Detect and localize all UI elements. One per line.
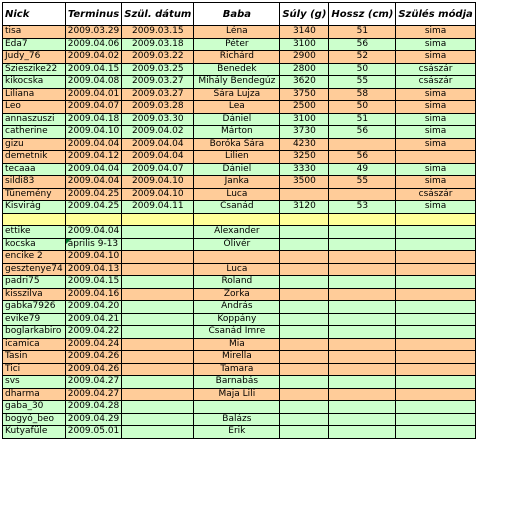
terminus-cell[interactable]: 2009.04.04 <box>65 176 122 189</box>
baby-cell[interactable]: Dániel <box>194 113 280 126</box>
table-row <box>3 126 476 139</box>
weight-cell[interactable]: 3620 <box>280 76 329 89</box>
birth-date-cell[interactable] <box>122 426 194 439</box>
terminus-cell[interactable]: 2009.04.08 <box>65 76 122 89</box>
birth-date-cell[interactable]: 2009.03.25 <box>122 63 194 76</box>
weight-cell[interactable] <box>280 388 329 401</box>
terminus-cell[interactable]: 2009.04.02 <box>65 51 122 64</box>
table-row <box>3 138 476 151</box>
birth-type-cell[interactable] <box>396 313 475 326</box>
length-cell[interactable] <box>329 288 396 301</box>
length-cell[interactable] <box>329 263 396 276</box>
weight-cell[interactable] <box>280 401 329 414</box>
birth-type-cell[interactable]: sima <box>396 26 475 39</box>
length-cell[interactable] <box>329 213 396 226</box>
terminus-cell[interactable]: 2009.04.06 <box>65 38 122 51</box>
terminus-cell[interactable]: 2009.04.24 <box>65 338 122 351</box>
baby-cell[interactable]: Mia <box>194 338 280 351</box>
nick-cell[interactable]: svs <box>3 376 66 389</box>
table-row <box>3 151 476 164</box>
nick-cell[interactable]: Judy_76 <box>3 51 66 64</box>
birth-date-cell[interactable]: 2009.03.22 <box>122 51 194 64</box>
table-row <box>3 226 476 239</box>
weight-cell[interactable]: 2800 <box>280 63 329 76</box>
table-row <box>3 201 476 214</box>
table-row <box>3 388 476 401</box>
birth-date-cell[interactable] <box>122 338 194 351</box>
header-weight[interactable]: Súly (g) <box>280 3 329 26</box>
weight-cell[interactable] <box>280 313 329 326</box>
table-row <box>3 301 476 314</box>
baby-cell[interactable]: Benedek <box>194 63 280 76</box>
birth-type-cell[interactable]: császár <box>396 188 475 201</box>
length-cell[interactable] <box>329 363 396 376</box>
nick-cell[interactable]: Eda7 <box>3 38 66 51</box>
baby-cell[interactable]: Roland <box>194 276 280 289</box>
cell-text: április 9-13 <box>67 238 119 249</box>
birth-type-cell[interactable]: császár <box>396 76 475 89</box>
weight-cell[interactable] <box>280 338 329 351</box>
birth-type-cell[interactable]: sima <box>396 113 475 126</box>
terminus-cell[interactable]: 2009.03.29 <box>65 26 122 39</box>
birth-type-cell[interactable] <box>396 276 475 289</box>
nick-cell[interactable]: evike79 <box>3 313 66 326</box>
baby-cell[interactable]: Csanád <box>194 201 280 214</box>
nick-cell[interactable]: gabka7926 <box>3 301 66 314</box>
weight-cell[interactable] <box>280 326 329 339</box>
nick-cell[interactable]: dharma <box>3 388 66 401</box>
table-row <box>3 188 476 201</box>
weight-cell[interactable]: 3330 <box>280 163 329 176</box>
birth-date-cell[interactable]: 2009.03.18 <box>122 38 194 51</box>
birth-date-cell[interactable]: 2009.04.02 <box>122 126 194 139</box>
baby-cell[interactable]: Csanád Imre <box>194 326 280 339</box>
terminus-cell[interactable]: 2009.04.20 <box>65 301 122 314</box>
baby-cell[interactable]: Luca <box>194 188 280 201</box>
baby-cell[interactable]: Alexander <box>194 226 280 239</box>
length-cell[interactable]: 56 <box>329 126 396 139</box>
terminus-cell[interactable]: 2009.04.18 <box>65 113 122 126</box>
header-birth-type[interactable]: Szülés módja <box>396 3 475 26</box>
table-row <box>3 351 476 364</box>
birth-type-cell[interactable]: sima <box>396 51 475 64</box>
nick-cell[interactable]: catherine <box>3 126 66 139</box>
baby-cell[interactable]: Janka <box>194 176 280 189</box>
birth-date-cell[interactable] <box>122 376 194 389</box>
nick-cell[interactable]: padri75 <box>3 276 66 289</box>
nick-cell[interactable]: Kutyafüle <box>3 426 66 439</box>
birth-type-cell[interactable] <box>396 351 475 364</box>
weight-cell[interactable]: 2500 <box>280 101 329 114</box>
length-cell[interactable]: 51 <box>329 26 396 39</box>
birth-date-cell[interactable] <box>122 288 194 301</box>
baby-cell[interactable]: Sára Lujza <box>194 88 280 101</box>
length-cell[interactable] <box>329 251 396 264</box>
birth-date-cell[interactable] <box>122 301 194 314</box>
nick-cell[interactable]: tecaaa <box>3 163 66 176</box>
length-cell[interactable] <box>329 338 396 351</box>
terminus-cell[interactable]: 2009.05.01 <box>65 426 122 439</box>
nick-cell[interactable]: Liliana <box>3 88 66 101</box>
table-row <box>3 238 476 251</box>
terminus-cell[interactable]: 2009.04.04 <box>65 226 122 239</box>
baby-cell[interactable]: Luca <box>194 263 280 276</box>
nick-cell[interactable]: gizu <box>3 138 66 151</box>
baby-cell[interactable]: Olivér <box>194 238 280 251</box>
birth-type-cell[interactable] <box>396 413 475 426</box>
nick-cell[interactable]: annaszuszi <box>3 113 66 126</box>
baby-cell[interactable]: Erik <box>194 426 280 439</box>
baby-cell[interactable]: Mihály Bendegúz <box>194 76 280 89</box>
terminus-cell[interactable]: 2009.04.07 <box>65 101 122 114</box>
terminus-cell[interactable]: 2009.04.01 <box>65 88 122 101</box>
weight-cell[interactable]: 3250 <box>280 151 329 164</box>
table-row <box>3 176 476 189</box>
terminus-cell[interactable]: 2009.04.25 <box>65 188 122 201</box>
birth-date-cell[interactable]: 2009.03.15 <box>122 26 194 39</box>
header-terminus[interactable]: Terminus <box>65 3 122 26</box>
birth-type-cell[interactable]: sima <box>396 88 475 101</box>
baby-cell[interactable]: Lilien <box>194 151 280 164</box>
table-row <box>3 376 476 389</box>
header-nick[interactable]: Nick <box>3 3 66 26</box>
terminus-cell[interactable]: 2009.04.12 <box>65 151 122 164</box>
birth-date-cell[interactable]: 2009.03.27 <box>122 76 194 89</box>
nick-cell[interactable]: kisszilva <box>3 288 66 301</box>
nick-cell[interactable]: kikocska <box>3 76 66 89</box>
terminus-cell[interactable]: 2009.04.04 <box>65 138 122 151</box>
length-cell[interactable] <box>329 313 396 326</box>
nick-cell[interactable]: gaba_30 <box>3 401 66 414</box>
baby-cell[interactable]: Dániel <box>194 163 280 176</box>
birth-type-cell[interactable] <box>396 238 475 251</box>
weight-cell[interactable] <box>280 238 329 251</box>
table-row <box>3 76 476 89</box>
terminus-cell[interactable]: 2009.04.25 <box>65 201 122 214</box>
table-row <box>3 251 476 264</box>
birth-date-cell[interactable] <box>122 401 194 414</box>
baby-cell[interactable]: Tamara <box>194 363 280 376</box>
length-cell[interactable] <box>329 376 396 389</box>
table-row <box>3 63 476 76</box>
terminus-cell[interactable]: 2009.04.04 <box>65 163 122 176</box>
nick-cell[interactable]: Szieszike22 <box>3 63 66 76</box>
table-row <box>3 26 476 39</box>
length-cell[interactable]: 56 <box>329 38 396 51</box>
length-cell[interactable]: 58 <box>329 88 396 101</box>
baby-cell[interactable]: Lea <box>194 101 280 114</box>
table-row <box>3 51 476 64</box>
length-cell[interactable]: 51 <box>329 113 396 126</box>
birth-date-cell[interactable]: 2009.04.07 <box>122 163 194 176</box>
length-cell[interactable]: 52 <box>329 51 396 64</box>
weight-cell[interactable] <box>280 213 329 226</box>
length-cell[interactable] <box>329 226 396 239</box>
terminus-cell[interactable]: 2009.04.28 <box>65 401 122 414</box>
birth-type-cell[interactable] <box>396 263 475 276</box>
weight-cell[interactable]: 3140 <box>280 26 329 39</box>
birth-date-cell[interactable]: 2009.03.27 <box>122 88 194 101</box>
length-cell[interactable] <box>329 388 396 401</box>
birth-type-cell[interactable] <box>396 376 475 389</box>
baby-cell[interactable]: Zorka <box>194 288 280 301</box>
birth-date-cell[interactable]: 2009.04.11 <box>122 201 194 214</box>
weight-cell[interactable] <box>280 376 329 389</box>
birth-type-cell[interactable] <box>396 426 475 439</box>
birth-date-cell[interactable]: 2009.04.04 <box>122 151 194 164</box>
length-cell[interactable] <box>329 426 396 439</box>
weight-cell[interactable]: 3750 <box>280 88 329 101</box>
weight-cell[interactable]: 3100 <box>280 38 329 51</box>
birth-type-cell[interactable]: sima <box>396 163 475 176</box>
weight-cell[interactable]: 4230 <box>280 138 329 151</box>
birth-date-cell[interactable]: 2009.04.10 <box>122 176 194 189</box>
terminus-cell[interactable]: 2009.04.10 <box>65 126 122 139</box>
birth-date-cell[interactable] <box>122 251 194 264</box>
baby-cell[interactable]: Koppány <box>194 313 280 326</box>
baby-cell[interactable]: András <box>194 301 280 314</box>
weight-cell[interactable] <box>280 226 329 239</box>
table-row <box>3 88 476 101</box>
birth-type-cell[interactable] <box>396 251 475 264</box>
birth-type-cell[interactable]: sima <box>396 201 475 214</box>
terminus-cell[interactable]: 2009.04.21 <box>65 313 122 326</box>
birth-type-cell[interactable] <box>396 226 475 239</box>
nick-cell[interactable]: ettike <box>3 226 66 239</box>
birth-type-cell[interactable]: sima <box>396 138 475 151</box>
nick-cell[interactable]: tisa <box>3 26 66 39</box>
baby-cell[interactable]: Mirella <box>194 351 280 364</box>
terminus-cell[interactable]: 2009.04.27 <box>65 376 122 389</box>
birth-date-cell[interactable] <box>122 313 194 326</box>
header-baby[interactable]: Baba <box>194 3 280 26</box>
weight-cell[interactable] <box>280 363 329 376</box>
birth-date-cell[interactable] <box>122 351 194 364</box>
nick-cell[interactable]: demetnik <box>3 151 66 164</box>
nick-cell[interactable]: Tünemény <box>3 188 66 201</box>
nick-cell[interactable]: Kisvirág <box>3 201 66 214</box>
spreadsheet-table <box>2 2 476 439</box>
weight-cell[interactable]: 3500 <box>280 176 329 189</box>
birth-date-cell[interactable] <box>122 226 194 239</box>
birth-date-cell[interactable]: 2009.03.30 <box>122 113 194 126</box>
terminus-cell[interactable]: 2009.04.10 <box>65 251 122 264</box>
table-row <box>3 413 476 426</box>
baby-cell[interactable]: Boróka Sára <box>194 138 280 151</box>
weight-cell[interactable] <box>280 351 329 364</box>
nick-cell[interactable] <box>3 213 66 226</box>
baby-cell[interactable]: Péter <box>194 38 280 51</box>
weight-cell[interactable] <box>280 426 329 439</box>
birth-type-cell[interactable] <box>396 288 475 301</box>
birth-date-cell[interactable] <box>122 388 194 401</box>
length-cell[interactable] <box>329 188 396 201</box>
nick-cell[interactable]: kocska <box>3 238 66 251</box>
terminus-cell[interactable]: 2009.04.26 <box>65 363 122 376</box>
weight-cell[interactable] <box>280 288 329 301</box>
table-row <box>3 113 476 126</box>
birth-type-cell[interactable] <box>396 301 475 314</box>
weight-cell[interactable] <box>280 188 329 201</box>
table-row <box>3 288 476 301</box>
table-row <box>3 326 476 339</box>
baby-cell[interactable] <box>194 401 280 414</box>
baby-cell[interactable] <box>194 213 280 226</box>
baby-cell[interactable]: Léna <box>194 26 280 39</box>
birth-type-cell[interactable]: császár <box>396 63 475 76</box>
table-row <box>3 401 476 414</box>
nick-cell[interactable]: sildi83 <box>3 176 66 189</box>
table-row <box>3 338 476 351</box>
birth-date-cell[interactable] <box>122 213 194 226</box>
length-cell[interactable] <box>329 326 396 339</box>
weight-cell[interactable]: 3100 <box>280 113 329 126</box>
length-cell[interactable] <box>329 138 396 151</box>
length-cell[interactable]: 56 <box>329 151 396 164</box>
birth-type-cell[interactable] <box>396 213 475 226</box>
terminus-cell[interactable] <box>65 213 122 226</box>
length-cell[interactable]: 49 <box>329 163 396 176</box>
birth-type-cell[interactable]: sima <box>396 176 475 189</box>
length-cell[interactable] <box>329 301 396 314</box>
table-row <box>3 263 476 276</box>
terminus-cell[interactable]: 2009.04.15 <box>65 63 122 76</box>
length-cell[interactable] <box>329 276 396 289</box>
terminus-cell[interactable]: 2009.04.16 <box>65 288 122 301</box>
terminus-cell[interactable]: 2009.04.15 <box>65 276 122 289</box>
terminus-cell[interactable]: 2009.04.27 <box>65 388 122 401</box>
table-row <box>3 38 476 51</box>
birth-type-cell[interactable] <box>396 401 475 414</box>
header-row <box>3 3 476 26</box>
table-row <box>3 426 476 439</box>
length-cell[interactable]: 50 <box>329 101 396 114</box>
header-birth-date[interactable]: Szül. dátum <box>122 3 194 26</box>
nick-cell[interactable]: gesztenye74 <box>3 263 66 276</box>
terminus-cell[interactable]: 2009.04.13 <box>65 263 122 276</box>
birth-type-cell[interactable]: sima <box>396 126 475 139</box>
table-row <box>3 101 476 114</box>
length-cell[interactable] <box>329 413 396 426</box>
birth-date-cell[interactable]: 2009.03.28 <box>122 101 194 114</box>
birth-date-cell[interactable] <box>122 238 194 251</box>
nick-cell[interactable]: encike 2 <box>3 251 66 264</box>
nick-cell[interactable]: icamica <box>3 338 66 351</box>
birth-date-cell[interactable] <box>122 363 194 376</box>
terminus-cell[interactable]: 2009.04.29 <box>65 413 122 426</box>
nick-cell[interactable]: Leo <box>3 101 66 114</box>
nick-cell[interactable]: bogyó_beo <box>3 413 66 426</box>
baby-cell[interactable]: Richárd <box>194 51 280 64</box>
length-cell[interactable]: 55 <box>329 76 396 89</box>
birth-type-cell[interactable] <box>396 338 475 351</box>
length-cell[interactable]: 53 <box>329 201 396 214</box>
birth-date-cell[interactable]: 2009.04.04 <box>122 138 194 151</box>
birth-type-cell[interactable] <box>396 151 475 164</box>
birth-date-cell[interactable] <box>122 276 194 289</box>
nick-cell[interactable]: Tici <box>3 363 66 376</box>
birth-type-cell[interactable] <box>396 363 475 376</box>
weight-cell[interactable]: 3730 <box>280 126 329 139</box>
weight-cell[interactable]: 2900 <box>280 51 329 64</box>
birth-date-cell[interactable] <box>122 263 194 276</box>
weight-cell[interactable] <box>280 251 329 264</box>
birth-type-cell[interactable] <box>396 326 475 339</box>
table-row <box>3 213 476 226</box>
comment-indicator-icon[interactable] <box>66 239 71 244</box>
length-cell[interactable] <box>329 238 396 251</box>
birth-type-cell[interactable] <box>396 388 475 401</box>
table-row <box>3 276 476 289</box>
length-cell[interactable] <box>329 401 396 414</box>
baby-cell[interactable]: Márton <box>194 126 280 139</box>
weight-cell[interactable] <box>280 301 329 314</box>
weight-cell[interactable] <box>280 413 329 426</box>
baby-cell[interactable]: Maja Lili <box>194 388 280 401</box>
birth-type-cell[interactable]: sima <box>396 101 475 114</box>
header-length[interactable]: Hossz (cm) <box>329 3 396 26</box>
weight-cell[interactable] <box>280 276 329 289</box>
baby-cell[interactable]: Balázs <box>194 413 280 426</box>
birth-date-cell[interactable] <box>122 326 194 339</box>
terminus-cell[interactable]: 2009.04.22 <box>65 326 122 339</box>
terminus-cell[interactable] <box>65 238 122 251</box>
birth-type-cell[interactable]: sima <box>396 38 475 51</box>
birth-date-cell[interactable]: 2009.04.10 <box>122 188 194 201</box>
length-cell[interactable] <box>329 351 396 364</box>
length-cell[interactable]: 55 <box>329 176 396 189</box>
table-row <box>3 313 476 326</box>
table-row <box>3 163 476 176</box>
birth-date-cell[interactable] <box>122 413 194 426</box>
nick-cell[interactable]: Tasin <box>3 351 66 364</box>
baby-cell[interactable]: Barnabás <box>194 376 280 389</box>
baby-cell[interactable] <box>194 251 280 264</box>
nick-cell[interactable]: boglarkabiro <box>3 326 66 339</box>
length-cell[interactable]: 50 <box>329 63 396 76</box>
table-row <box>3 363 476 376</box>
terminus-cell[interactable]: 2009.04.26 <box>65 351 122 364</box>
weight-cell[interactable] <box>280 263 329 276</box>
weight-cell[interactable]: 3120 <box>280 201 329 214</box>
